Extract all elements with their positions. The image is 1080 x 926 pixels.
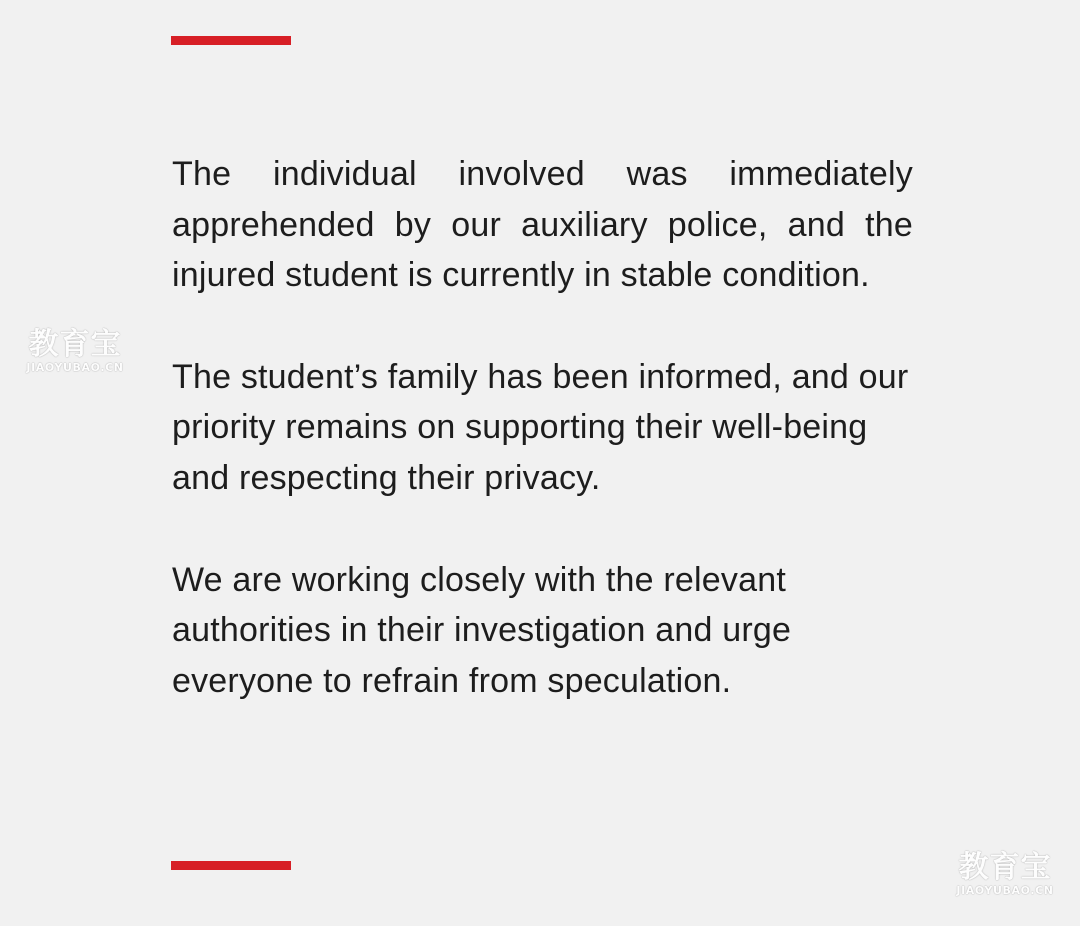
statement-paragraph-3: We are working closely with the relevant authorities in their investigation and urge everyone to refrain from speculation.	[172, 560, 792, 700]
bottom-accent-bar	[171, 861, 291, 870]
watermark-left	[18, 329, 132, 374]
statement-text	[172, 149, 913, 757]
top-accent-bar	[171, 36, 291, 45]
statement-paragraph-1: The individual involved was immediately apprehended by our auxiliary police, and the injured student is currently in stable condition.	[172, 155, 913, 295]
watermark-right	[948, 852, 1062, 897]
watermark-url: JIAOYUBAO.CN	[26, 361, 124, 374]
statement-paragraph-2: The student’s family has been informed, and our priority remains on supporting their well-being and respecting their privacy.	[172, 357, 909, 497]
watermark-url: JIAOYUBAO.CN	[956, 884, 1054, 897]
watermark-logo: 教育宝	[958, 850, 1052, 885]
watermark-logo: 教育宝	[28, 327, 122, 362]
